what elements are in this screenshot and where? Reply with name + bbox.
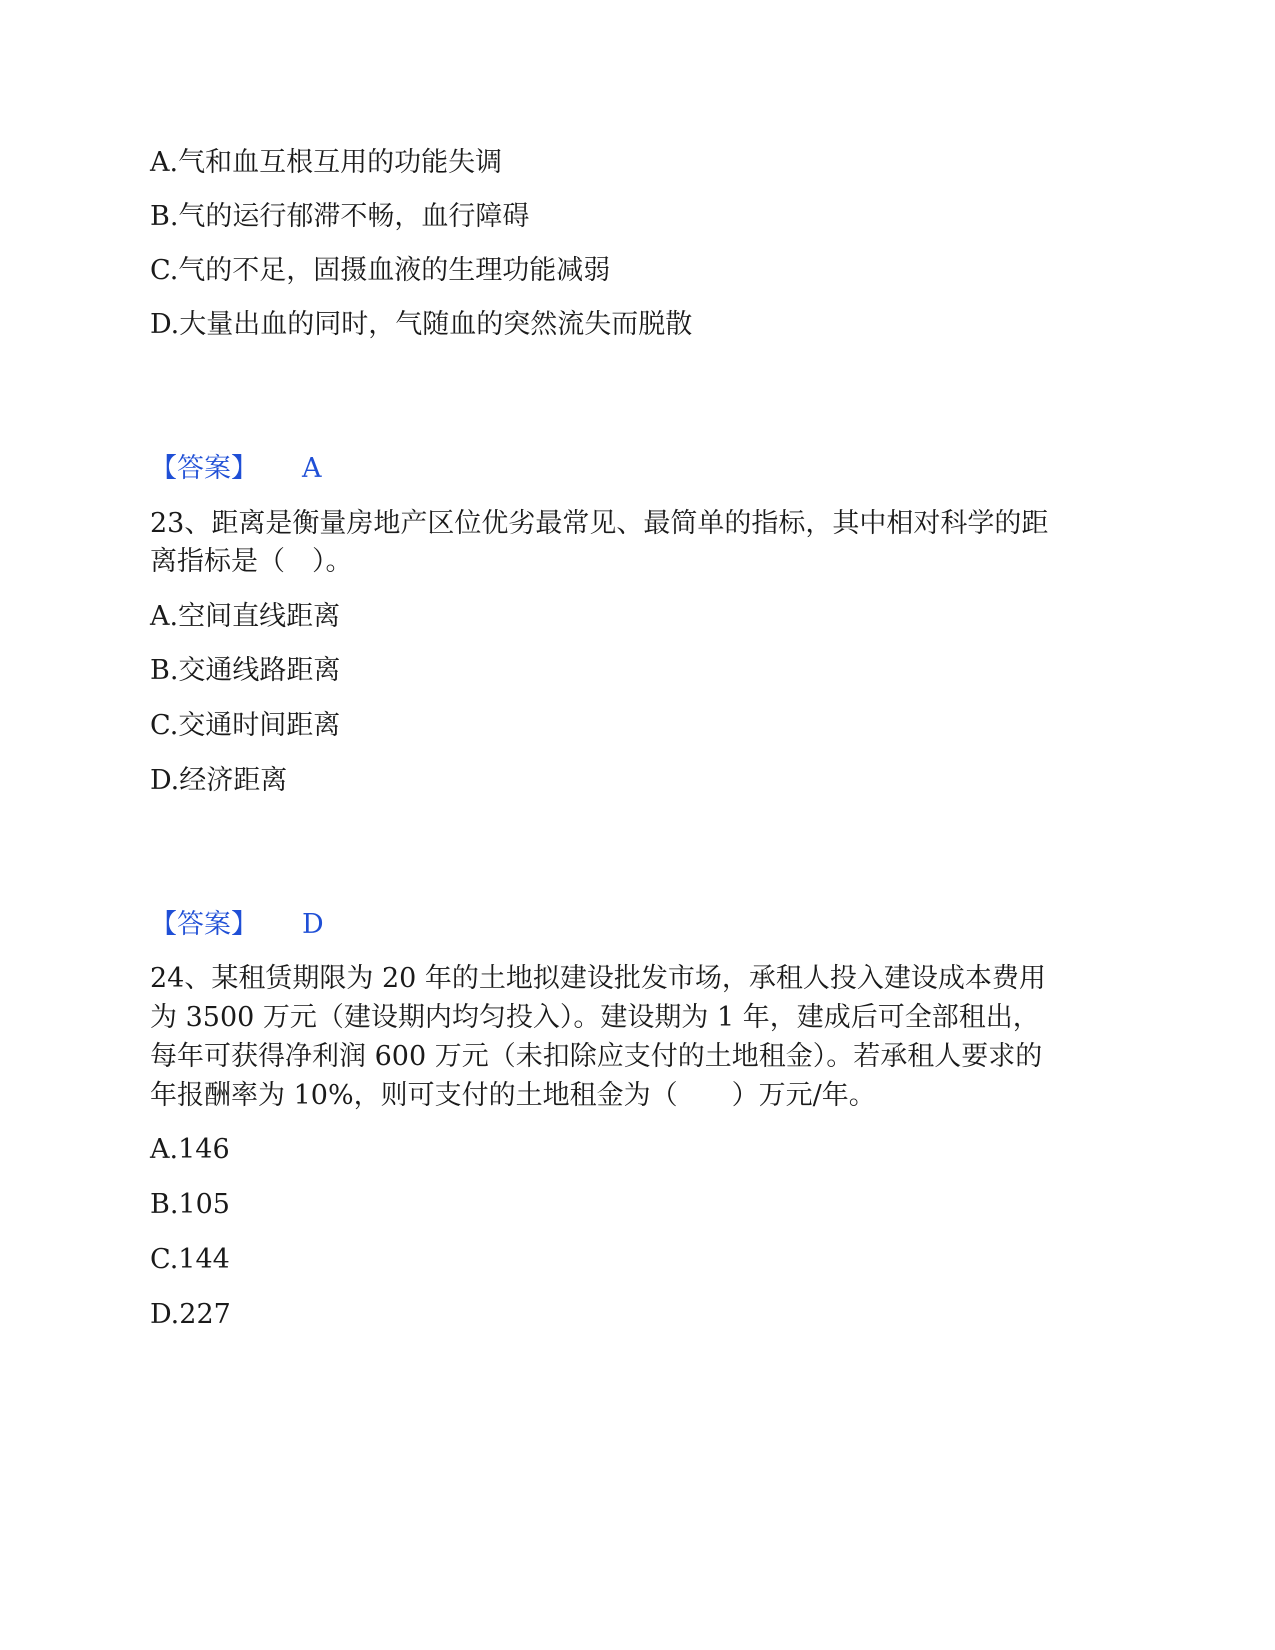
option-c: C.144	[150, 1244, 230, 1275]
question-23-line-2: 离指标是（ ）。	[150, 546, 353, 577]
answer-row	[150, 450, 322, 488]
question-24-line-3: 每年可获得净利润 600 万元（未扣除应支付的土地租金）。若承租人要求的	[150, 1041, 1043, 1072]
option-a: A.空间直线距离	[150, 601, 341, 632]
question-23-line-1: 23、距离是衡量房地产区位优劣最常见、最简单的指标，其中相对科学的距	[150, 508, 1049, 539]
option-d: D.227	[150, 1299, 231, 1330]
question-24-line-1: 24、某租赁期限为 20 年的土地拟建设批发市场，承租人投入建设成本费用	[150, 963, 1046, 994]
option-c: C.气的不足，固摄血液的生理功能减弱	[150, 255, 611, 286]
question-24-line-4: 年报酬率为 10%，则可支付的土地租金为（ ）万元/年。	[150, 1080, 876, 1111]
option-b: B.105	[150, 1189, 230, 1220]
question-24-line-2: 为 3500 万元（建设期内均匀投入）。建设期为 1 年，建成后可全部租出，	[150, 1002, 1040, 1033]
answer-value: D	[302, 909, 324, 940]
answer-label: 【答案】	[150, 453, 258, 484]
option-b: B.气的运行郁滞不畅，血行障碍	[150, 201, 530, 232]
option-c: C.交通时间距离	[150, 710, 341, 741]
answer-row	[150, 906, 324, 944]
option-d: D.大量出血的同时，气随血的突然流失而脱散	[150, 309, 693, 340]
option-a: A.气和血互根互用的功能失调	[150, 147, 503, 178]
answer-value: A	[302, 453, 322, 484]
option-d: D.经济距离	[150, 765, 288, 796]
option-a: A.146	[150, 1134, 230, 1165]
answer-label: 【答案】	[150, 909, 258, 940]
option-b: B.交通线路距离	[150, 655, 341, 686]
